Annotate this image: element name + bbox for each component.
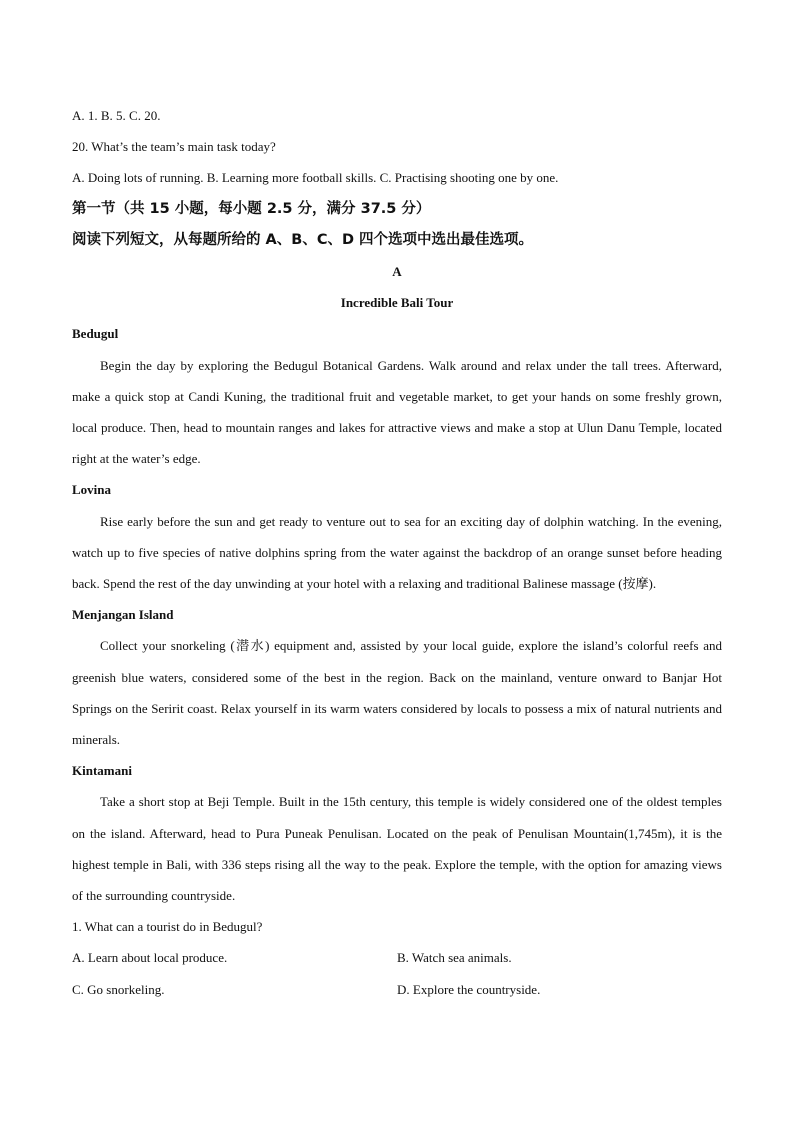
- section-text-bedugul: Begin the day by exploring the Bedugul Botanical Gardens. Walk around and relax under the tall trees. Afterward, make a quick stop at Candi Kuning, the traditional fruit and vegetable market, to get your hands on some freshly grown, local produce. Then, head to mountain ranges and lakes for attractive views and make a stop at Ulun Danu Temple, located right at the water’s edge.: [72, 357, 722, 467]
- section-heading-bedugul: Bedugul: [72, 326, 119, 342]
- question-1-stem: 1. What can a tourist do in Bedugul?: [72, 919, 263, 935]
- section-heading: 第一节（共 15 小题，每小题 2.5 分，满分 37.5 分）: [72, 200, 431, 217]
- question-1-option-a: A. Learn about local produce.: [72, 950, 228, 966]
- section-text-menjangan: Collect your snorkeling (潜水) equipment and, assisted by your local guide, explore the island’s colorful reefs and greenish blue waters, considered some of the best in the region. Back on the mainland, venture onward to Banjar Hot Springs on the Seririt coast. Relax yourself in its warm waters considered by locals to possess a mix of natural nutrients and minerals.: [72, 638, 722, 748]
- question-1-option-d: D. Explore the countryside.: [397, 981, 541, 997]
- question-1-options-row-2: [72, 974, 722, 1005]
- passage-title: Incredible Bali Tour: [340, 295, 454, 311]
- section-text-kintamani: Take a short stop at Beji Temple. Built in the 15th century, this temple is widely considered one of the oldest temples on the island. Afterward, head to Pura Puneak Penulisan. Located on the peak of Penulisan Mountain(1,745m), it is the highest temple in Bali, with 336 steps rising all the way to the peak. Explore the temple, with the option for amazing views of the surrounding countryside.: [72, 794, 722, 904]
- question-1-option-c: C. Go snorkeling.: [72, 981, 165, 997]
- section-instruction: 阅读下列短文，从每题所给的 A、B、C、D 四个选项中选出最佳选项。: [72, 231, 534, 248]
- q20-question: 20. What’s the team’s main task today?: [72, 139, 276, 155]
- section-text-lovina: Rise early before the sun and get ready to venture out to sea for an exciting day of dolphin watching. In the evening, watch up to five species of native dolphins spring from the water against the backdrop of an orange sunset before heading back. Spend the rest of the day unwinding at your hotel with a relaxing and traditional Balinese massage (按摩).: [72, 513, 722, 592]
- passage-letter: A: [392, 264, 402, 280]
- q19-options: A. 1. B. 5. C. 20.: [72, 108, 161, 123]
- document-page: [72, 100, 722, 1005]
- section-heading-lovina: Lovina: [72, 482, 112, 498]
- section-heading-kintamani: Kintamani: [72, 763, 132, 779]
- section-heading-menjangan: Menjangan Island: [72, 607, 174, 623]
- question-1-options-row-1: [72, 942, 722, 973]
- q20-options: A. Doing lots of running. B. Learning more football skills. C. Practising shooting one by one.: [72, 170, 559, 186]
- question-1-option-b: B. Watch sea animals.: [397, 950, 512, 966]
